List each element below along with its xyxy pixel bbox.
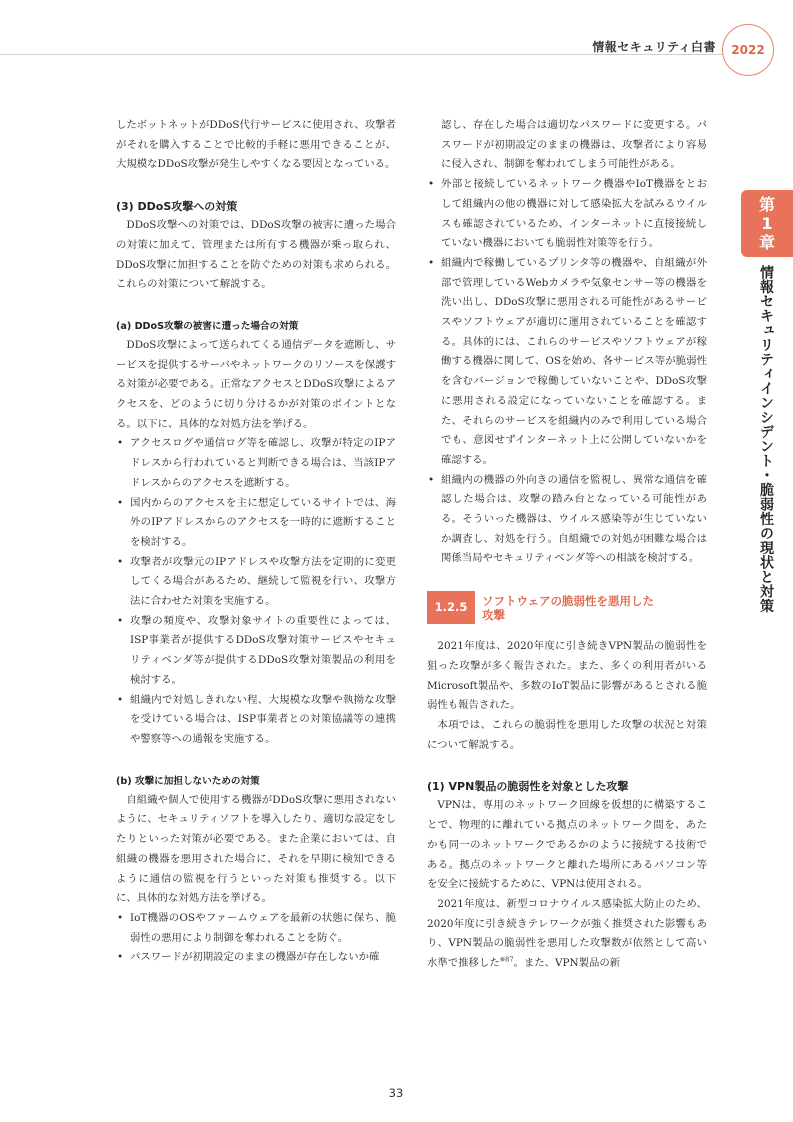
section-title-line: 攻撃 [482,607,505,622]
section-title-line: ソフトウェアの脆弱性を悪用した [482,593,655,608]
bullet-list-prevention [116,909,396,968]
list-item: • パスワードが初期設定のままの機器が存在しないか確 [116,948,396,968]
paragraph: VPNは、専用のネットワーク回線を仮想的に構築することで、物理的に離れている拠点のネットワーク間を、あたかも同一のネットワークであるかのように接続する技術である。拠点のネットワークと離れた場所にあるパソコン等を安全に接続するために、VPNは使用される。 [427,799,707,891]
chapter-tab-text-3: 章 [758,233,775,252]
page-number: 33 [388,1086,404,1100]
paragraph [427,895,707,974]
list-item: • 攻撃の頻度や、攻撃対象サイトの重要性によっては、ISP事業者が提供するDDoS攻撃対策サービスやセキュリティベンダ等が提供するDDoS攻撃対策製品の利用を検討する。 [116,612,396,691]
left-column [116,116,396,968]
paragraph: 自組織や個人で使用する機器がDDoS攻撃に悪用されないように、セキュリティソフトを導入したり、適切な設定をしたりといった対策が必要である。また企業においては、自組織の機器を悪用された場合に、それを早期に検知できるように通信の監視を行うといった対策も推奨する。以下に、具体的な対処方法を挙げる。 [116,793,396,905]
list-item: • 外部と接続しているネットワーク機器やIoT機器をとおして組織内の他の機器に対して感染拡大を試みるウイルスも確認されているため、インターネットに直接接続していない機器においても脆弱性対策等を行う。 [427,175,707,254]
paragraph-text: 。また、VPN製品の新 [513,957,621,970]
paragraph: DDoS攻撃によって送られてくる通信データを遮断し、サービスを提供するサーバやネットワークのリソースを保護する対策が必要である。正常なアクセスとDDoS攻撃によるアクセスを、どのように切り分けるかが対策のポイントとなる。以下に、具体的な対処方法を挙げる。 [116,338,396,430]
chapter-tab [741,190,793,257]
list-item: • IoT機器のOSやファームウェアを最新の状態に保ち、脆弱性の悪用により制御を奪われることを防ぐ。 [116,909,396,948]
list-item: • 攻撃者が攻撃元のIPアドレスや攻撃方法を定期的に変更してくる場合があるため、継続して監視を行い、攻撃方法に合わせた対策を実施する。 [116,553,396,612]
bullet-list-damage [116,434,396,749]
list-item: • 組織内で稼働しているプリンタ等の機器や、自組織が外部で管理しているWebカメラや気象センサー等の機器を洗い出し、DDoS攻撃に悪用される可能性があるサービスやソフトウェアが適切に運用されていることを確認する。具体的には、これらのサービスやソフトウェアが稼働する機器に関して、OSを始め、各サービス等が脆弱性を含むバージョンで稼働していないことや、DDoS攻撃に悪用される設定になっていないことを確認する。また、それらのサービスを組織内のみで利用している場合でも、意図せずインターネット上に公開していないかを確認する。 [427,254,707,471]
paragraph: DDoS攻撃への対策では、DDoS攻撃の被害に遭った場合の対策に加えて、管理または所有する機器が乗っ取られ、DDoS攻撃に加担することを防ぐための対策も求められる。これらの対策について解説する。 [116,219,396,291]
section-header [427,591,707,624]
list-item: • 組織内で対処しきれない程、大規模な攻撃や執拗な攻撃を受けている場合は、ISP事業者との対策協議等の連携や警察等への通報を実施する。 [116,691,396,750]
paragraph: 本項では、これらの脆弱性を悪用した攻撃の状況と対策について解説する。 [427,718,707,751]
section-heading-vpn: (1) VPN製品の脆弱性を対象とした攻撃 [427,780,629,794]
header-title: 情報セキュリティ白書 [592,40,716,54]
paragraph: 認し、存在した場合は適切なパスワードに変更する。パスワードが初期設定のままの機器は、攻撃者により容易に侵入され、制御を奪われてしまう可能性がある。 [441,119,707,171]
header-rule [0,54,722,55]
section-title [482,594,654,622]
year-badge: 2022 [722,24,774,76]
chapter-side-title: 情報セキュリティインシデント・脆弱性の現状と対策 [758,265,774,613]
list-item: • アクセスログや通信ログ等を確認し、攻撃が特定のIPアドレスから行われていると判断できる場合は、当該IPアドレスからのアクセスを遮断する。 [116,434,396,493]
right-column [427,116,707,974]
bullet-list-right [427,175,707,569]
section-number: 1.2.5 [427,591,475,624]
subheading-ddos-damage: (a) DDoS攻撃の被害に遭った場合の対策 [116,320,299,332]
list-item: • 国内からのアクセスを主に想定しているサイトでは、海外のIPアドレスからのアクセスを一時的に遮断することを検討する。 [116,494,396,553]
list-item: • 組織内の機器の外向きの通信を監視し、異常な通信を確認した場合は、攻撃の踏み台となっている可能性がある。そういった機器は、ウイルス感染等が生じていないか調査し、対処を行う。自組織での対処が困難な場合は関係当局やセキュリティベンダ等への相談を検討する。 [427,471,707,570]
chapter-tab-text-2: 1 [761,214,773,233]
section-heading-ddos-countermeasures: (3) DDoS攻撃への対策 [116,200,238,214]
footnote-reference: ※87 [499,955,514,964]
subheading-prevent-participation: (b) 攻撃に加担しないための対策 [116,775,260,787]
paragraph-text: 2021年度は、新型コロナウイルス感染拡大防止のため、2020年度に引き続きテレワークが強く推奨された影響もあり、VPN製品の脆弱性を悪用した攻撃数が依然として高い水準で推移した [427,897,707,970]
paragraph: したボットネットがDDoS代行サービスに使用され、攻撃者がそれを購入することで比較的手軽に悪用できることが、大規模なDDoS攻撃が発生しやすくなる要因となっている。 [116,119,396,171]
chapter-tab-text-1: 第 [758,195,775,214]
paragraph: 2021年度は、2020年度に引き続きVPN製品の脆弱性を狙った攻撃が多く報告された。また、多くの利用者がいるMicrosoft製品や、多数のIoT製品に影響があるとされる脆弱性も報告された。 [427,640,707,712]
